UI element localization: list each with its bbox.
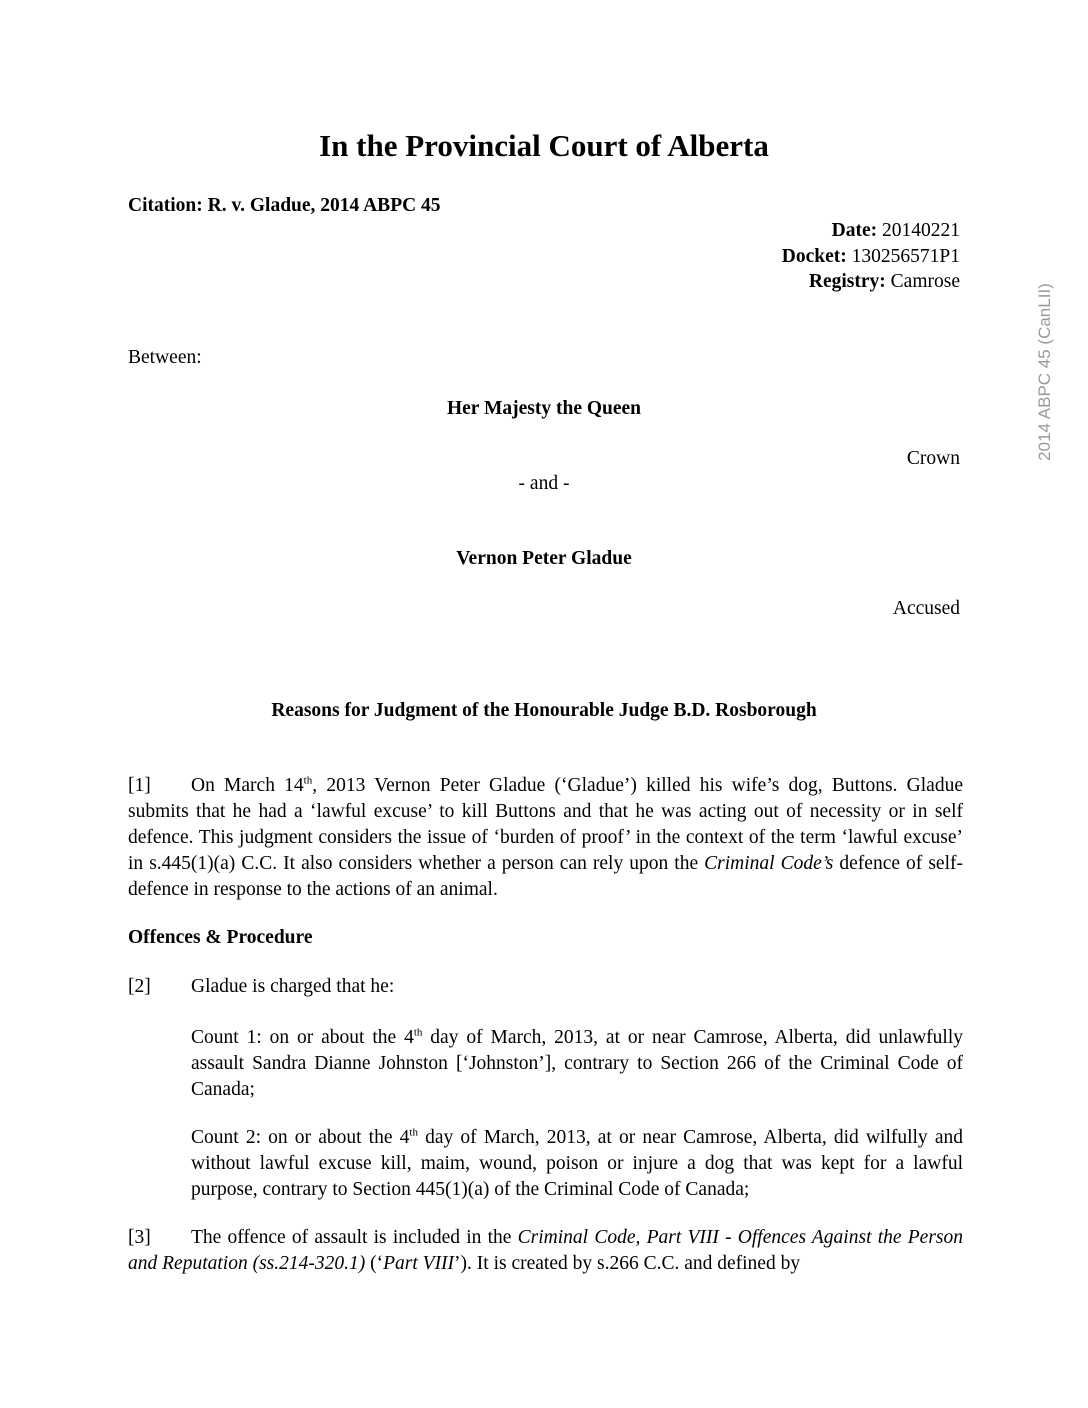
registry-value: Camrose [890,271,960,292]
italic-text: Criminal Code’s [704,853,834,874]
docket-line [600,244,960,270]
count-text: day of March, 2013, at or near Camrose, Alberta, did unlawfully assault Sandra Dianne Johnston [‘Johnston’], contrary to Section 266 of the Criminal Code of Canada; [191,1027,963,1100]
party-accused-role: Accused [892,598,960,619]
date-value: 20140221 [882,220,960,241]
superscript: th [413,1026,423,1039]
count-text: Count 1: on or about the 4 [191,1027,414,1048]
docket-value: 130256571P1 [851,246,960,267]
superscript: th [409,1126,418,1139]
registry-line [600,269,960,295]
reasons-heading: Reasons for Judgment of the Honourable Judge B.D. Rosborough [271,700,817,721]
count-text: day of March, 2013, at or near Camrose, Alberta, did wilfully and without lawful excuse kill, maim, wound, poison or injure a dog that was kept for a lawful purpose, contrary to Section 445(1)(a) of the Criminal Code of Canada; [191,1127,963,1200]
citation: Citation: R. v. Gladue, 2014 ABPC 45 [128,195,441,216]
party-accused-name: Vernon Peter Gladue [456,548,632,569]
paragraph-text: , 2013 Vernon Peter Gladue (‘Gladue’) killed his wife’s dog, Buttons. Gladue submits that he had a ‘lawful excuse’ to kill Buttons and that he was acting out of necessity or in self defence. This judgment considers the issue of ‘burden of proof’ in the context of the term ‘lawful excuse’ in s.445(1)(a) C.C. It also considers whether a person can rely upon the [128,775,963,874]
paragraph-text: The offence of assault is included in the [191,1227,518,1248]
paragraph-2 [128,974,963,1000]
date-label: Date: [831,220,878,241]
between-label: Between: [128,347,202,368]
section-heading: Offences & Procedure [128,927,313,948]
paragraph-text: ’). It is created by s.266 C.C. and defined by [454,1253,801,1274]
paragraph-number: [2] [128,976,151,997]
date-line [600,218,960,244]
count-text: Count 2: on or about the 4 [191,1127,410,1148]
document-title: In the Provincial Court of Alberta [319,128,769,163]
paragraph-text: Gladue is charged that he: [191,976,395,997]
paragraph-number: [1] [128,775,151,796]
paragraph-text: On March 14 [191,775,304,796]
paragraph-3 [128,1225,963,1277]
and-separator: - and - [518,473,570,494]
count-1 [191,1025,963,1103]
count-2 [191,1125,963,1203]
party-crown-role: Crown [906,448,960,469]
paragraph-text: (‘ [365,1253,384,1274]
paragraph-1 [128,773,963,903]
italic-text: Part VIII [383,1253,455,1274]
superscript: th [303,774,313,787]
party-crown-name: Her Majesty the Queen [446,398,642,419]
italic-text: Criminal Code, Part VIII - Offences Against the Person and Reputation (ss.214-320.1) [128,1227,963,1274]
paragraph-number: [3] [128,1227,151,1248]
paragraph-text: defence of self-defence in response to the actions of an animal. [128,853,963,900]
citation-watermark: 2014 ABPC 45 (CanLII) [1035,283,1054,461]
docket-label: Docket: [781,246,847,267]
registry-label: Registry: [808,271,886,292]
